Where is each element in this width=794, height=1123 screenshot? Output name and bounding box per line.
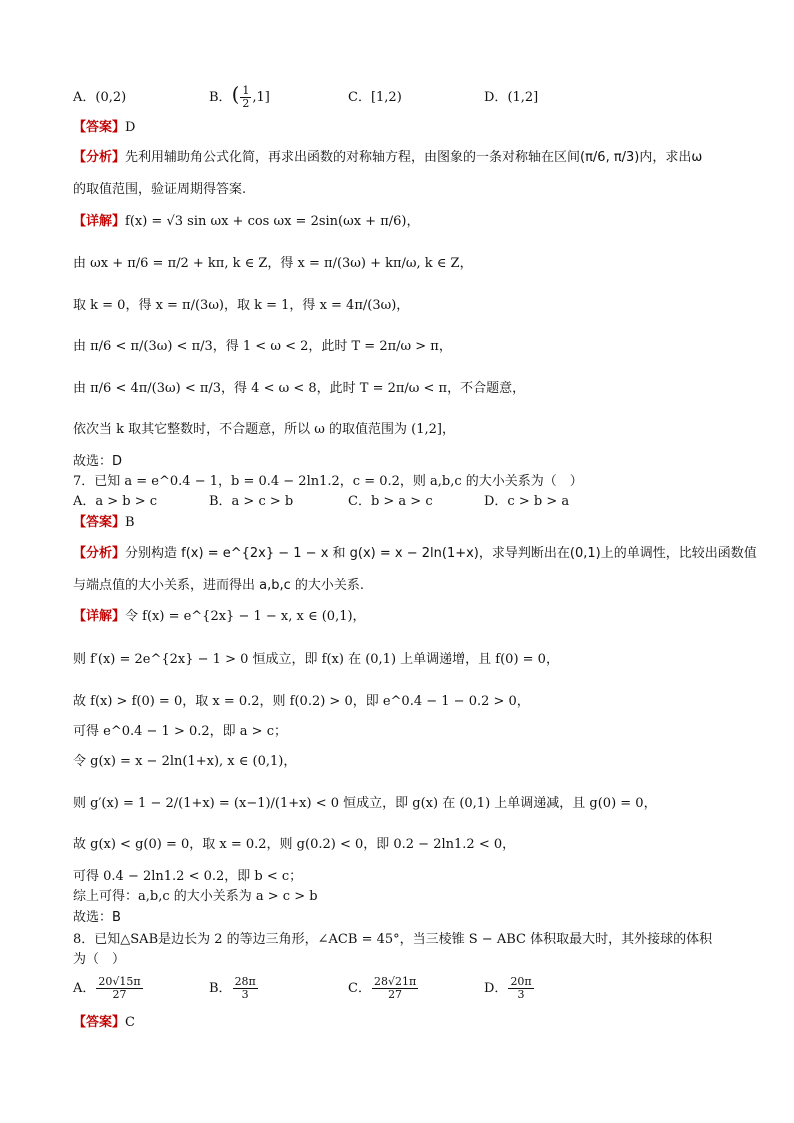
q6-conclusion: 故选：D	[73, 454, 123, 469]
q7-analysis-line-1: 【分析】分别构造 f(x) = e^{2x} − 1 − x 和 g(x) = x − 2ln(1+x)，求导判断出在(0,1)上的单调性，比较出函数值	[73, 546, 757, 561]
q8-option-d: D． $\frac{20\pi}{3}$	[484, 975, 532, 1001]
q7-detail-line-9: 综上可得：a,b,c 的大小关系为 a > c > b	[73, 889, 318, 904]
q7-answer: 【答案】B	[73, 515, 135, 530]
q6-option-c: C．[1,2)	[348, 90, 402, 105]
q7-detail-line-8: 可得 0.4 − 2ln1.2 < 0.2，即 b < c；	[73, 869, 303, 884]
q6-option-d: D．(1,2]	[484, 90, 539, 105]
q6-detail-line-1: 【详解】f(x) = √3 sin ωx + cos ωx = 2sin(ωx + π/6)，	[73, 214, 420, 229]
q7-option-c: C．b > a > c	[348, 494, 433, 509]
q7-detail-line-5: 令 g(x) = x − 2ln(1+x), x ∈ (0,1)，	[73, 754, 297, 769]
q7-detail-line-6: 则 g′(x) = 1 − 2/(1+x) = (x−1)/(1+x) < 0 恒成立，即 g(x) 在 (0,1) 上单调递减，且 g(0) = 0，	[73, 796, 657, 811]
q6-analysis-line-1: 【分析】先利用辅助角公式化简，再求出函数的对称轴方程，由图象的一条对称轴在区间(π/6, π/3)内，求出ω	[73, 150, 703, 165]
q6-detail-line-4: 由 π/6 < π/(3ω) < π/3，得 1 < ω < 2，此时 T = 2π/ω > π，	[73, 339, 452, 354]
q6-option-a: A．(0,2)	[73, 90, 127, 105]
q8-option-a: A． $\frac{20√15\pi}{27}$	[73, 975, 141, 1001]
q7-option-b: B．a > c > b	[209, 494, 294, 509]
q7-option-a: A．a > b > c	[73, 494, 158, 509]
q7-detail-line-2: 则 f′(x) = 2e^{2x} − 1 > 0 恒成立，即 f(x) 在 (0,1) 上单调递增，且 f(0) = 0，	[73, 652, 559, 667]
q6-detail-line-3: 取 k = 0，得 x = π/(3ω)，取 k = 1，得 x = 4π/(3ω)，	[73, 298, 410, 313]
q6-analysis-line-2: 的取值范围，验证周期得答案.	[73, 182, 247, 197]
q8-option-c: C． $\frac{28√21\pi}{27}$	[348, 975, 417, 1001]
q7-detail-line-1: 【详解】令 f(x) = e^{2x} − 1 − x, x ∈ (0,1)，	[73, 609, 366, 624]
q7-option-d: D．c > b > a	[484, 494, 570, 509]
q8-stem-line-1: 8．已知△SAB是边长为 2 的等边三角形，∠ACB = 45°，当三棱锥 S − ABC 体积取最大时，其外接球的体积	[73, 932, 713, 947]
q7-conclusion: 故选：B	[73, 910, 121, 925]
q7-detail-line-7: 故 g(x) < g(0) = 0，取 x = 0.2，则 g(0.2) < 0，即 0.2 − 2ln1.2 < 0，	[73, 837, 516, 852]
q8-stem-line-2: 为（ ）	[73, 952, 126, 967]
q6-detail-line-5: 由 π/6 < 4π/(3ω) < π/3，得 4 < ω < 8，此时 T = 2π/ω < π，不合题意，	[73, 381, 526, 396]
q6-answer: 【答案】D	[73, 120, 136, 135]
q6-option-b: B．( $\frac{1}{2}$ ,1]	[209, 82, 270, 110]
q7-detail-line-4: 可得 e^0.4 − 1 > 0.2，即 a > c；	[73, 724, 287, 739]
q7-analysis-line-2: 与端点值的大小关系，进而得出 a,b,c 的大小关系.	[73, 578, 365, 593]
q8-answer: 【答案】C	[73, 1015, 135, 1030]
q8-option-b: B． $\frac{28\pi}{3}$	[209, 975, 256, 1001]
q7-stem: 7．已知 a = e^0.4 − 1，b = 0.4 − 2ln1.2，c = 0.2，则 a,b,c 的大小关系为（ ）	[73, 474, 583, 489]
q6-detail-line-2: 由 ωx + π/6 = π/2 + kπ, k ∈ Z，得 x = π/(3ω) + kπ/ω, k ∈ Z，	[73, 256, 473, 271]
q7-detail-line-3: 故 f(x) > f(0) = 0，取 x = 0.2，则 f(0.2) > 0，即 e^0.4 − 1 − 0.2 > 0，	[73, 694, 530, 709]
q6-detail-line-6: 依次当 k 取其它整数时，不合题意，所以 ω 的取值范围为 (1,2]，	[73, 422, 455, 437]
